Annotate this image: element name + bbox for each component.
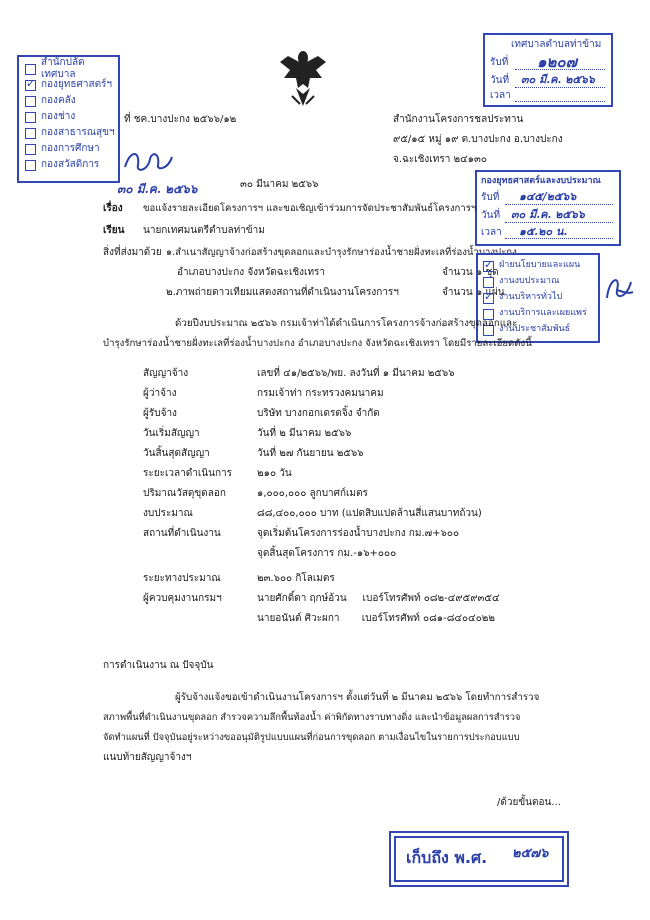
stamp-date-label: วันที่ bbox=[481, 210, 501, 221]
checklist-item: กองยุทธศาสตร์ฯ bbox=[41, 78, 113, 90]
detail-row bbox=[143, 488, 368, 501]
to-text: นายกเทศมนตรีตำบลท่าข้าม bbox=[143, 225, 265, 236]
file-retention-year: ๒๕๗๖ bbox=[512, 846, 549, 861]
subject-label: เรื่อง bbox=[103, 203, 123, 214]
department-checklist-stamp bbox=[17, 55, 120, 183]
checkbox-2 bbox=[25, 96, 36, 107]
handwritten-initials-icon bbox=[603, 268, 637, 308]
detail-row bbox=[143, 548, 397, 561]
detail-row bbox=[143, 388, 384, 401]
detail-value: ๒๑๐ วัน bbox=[257, 468, 292, 479]
stamp-date: ๓๐ มี.ค. ๒๕๖๖ bbox=[511, 208, 585, 221]
detail-value: ๒๓.๖๐๐ กิโลเมตร bbox=[257, 573, 335, 584]
detail-value: ๘๘,๔๐๐,๐๐๐ บาท (แปดสิบแปดล้านสี่แสนบาทถ้วน) bbox=[257, 508, 482, 519]
detail-value: บริษัท บางกอกเดรดจิ้ง จำกัด bbox=[257, 408, 380, 419]
detail-row bbox=[143, 508, 482, 521]
routing-checkbox-1 bbox=[483, 277, 494, 288]
stamp-received-no-label: รับที่ bbox=[481, 192, 500, 203]
file-retention-stamp bbox=[394, 836, 564, 882]
enclosures-label: สิ่งที่ส่งมาด้วย bbox=[103, 247, 162, 258]
document-date: ๓๐ มีนาคม ๒๕๖๖ bbox=[240, 179, 319, 190]
detail-row bbox=[143, 468, 292, 481]
detail-row bbox=[143, 528, 460, 541]
routing-item: ฝ่ายนโยบายและแผน bbox=[499, 260, 581, 271]
detail-row bbox=[143, 573, 335, 586]
detail-row bbox=[143, 613, 495, 626]
continuation-marker: /ด้วยขั้นตอน... bbox=[497, 797, 561, 808]
detail-label: สถานที่ดำเนินงาน bbox=[143, 528, 221, 539]
checkbox-1 bbox=[25, 80, 36, 91]
detail-value: วันที่ ๒๗ กันยายน ๒๕๖๖ bbox=[257, 448, 364, 459]
stamp-time-label: เวลา bbox=[481, 227, 502, 238]
checkbox-6 bbox=[25, 160, 36, 171]
stamp-received-no: ๑๒๐๗ bbox=[537, 53, 577, 71]
detail-row bbox=[143, 448, 364, 461]
detail-value: นายอนันต์ ศิวะผกา เบอร์โทรศัพท์ ๐๘๑-๘๔๐๔๐๒๒ bbox=[257, 613, 495, 624]
stamp-date: ๓๐ มี.ค. ๒๕๖๖ bbox=[521, 73, 595, 86]
routing-item: งานบริการและเผยแพร่ bbox=[499, 308, 587, 319]
handwritten-date: ๓๐ มี.ค. ๒๕๖๖ bbox=[117, 182, 198, 196]
checklist-item: กองสวัสดิการ bbox=[41, 158, 100, 170]
detail-row bbox=[143, 368, 455, 381]
progress-line-1: ผู้รับจ้างแจ้งขอเข้าดำเนินงานโครงการฯ ตั้งแต่วันที่ ๒ มีนาคม ๒๕๖๖ โดยทำการสำรวจ bbox=[175, 692, 540, 703]
detail-value: เลขที่ ๔๑/๒๕๖๖/พย. ลงวันที่ ๑ มีนาคม ๒๕๖๖ bbox=[257, 368, 455, 379]
intro-line-2: บำรุงรักษาร่องน้ำชายฝั่งทะเลที่ร่องน้ำบางปะกง อำเภอบางปะกง จังหวัดฉะเชิงเทรา โดยมีรายละเอียดดังนี้ bbox=[103, 338, 532, 349]
checkbox-3 bbox=[25, 112, 36, 123]
progress-line-2: สภาพพื้นที่ดำเนินงานขุดลอก สำรวจความลึกพื้นท้องน้ำ ค่าพิกัดทางราบทางดิ่ง และนำข้อมูลผลการสำรวจ bbox=[103, 712, 521, 723]
detail-label: ระยะทางประมาณ bbox=[143, 573, 221, 584]
detail-row bbox=[143, 408, 380, 421]
progress-line-3: จัดทำแผนที่ ปัจจุบันอยู่ระหว่างขออนุมัติรูปแบบแผนที่ก่อนการขุดลอก ตามเงื่อนไขในรายการประกอบแบบ bbox=[103, 732, 520, 743]
detail-value: วันที่ ๒ มีนาคม ๒๕๖๖ bbox=[257, 428, 352, 439]
checklist-item: สำนักปลัดเทศบาล bbox=[41, 56, 85, 80]
stamp-org-name: กองยุทธศาสตร์และงบประมาณ bbox=[481, 176, 601, 186]
detail-label: วันสิ้นสุดสัญญา bbox=[143, 448, 210, 459]
file-retention-label: เก็บถึง พ.ศ. bbox=[406, 848, 488, 867]
detail-label: ปริมาณวัสดุขุดลอก bbox=[143, 488, 226, 499]
enclosure-item-1-qty: จำนวน ๑ ชุด bbox=[442, 267, 499, 278]
stamp-received-no: ๑๔๕/๒๕๖๖ bbox=[519, 190, 577, 203]
routing-item: งานประชาสัมพันธ์ bbox=[499, 324, 571, 335]
subject-text: ขอแจ้งรายละเอียดโครงการฯ และขอเชิญเข้าร่วมการจัดประชาสัมพันธ์โครงการฯ bbox=[143, 203, 477, 214]
receive-stamp-strategy-division bbox=[475, 170, 621, 246]
routing-checkbox-2 bbox=[483, 293, 494, 304]
stamp-org-name: เทศบาลตำบลท่าข้าม bbox=[511, 39, 602, 50]
routing-item: งานบริหารทั่วไป bbox=[499, 292, 563, 303]
routing-checkbox-0 bbox=[483, 261, 494, 272]
checklist-item: กองการศึกษา bbox=[41, 142, 100, 154]
detail-value: นายศักดิ์ดา ฤกษ์อ้วน เบอร์โทรศัพท์ ๐๘๒-๔๙๕๙๓๕๔ bbox=[257, 593, 500, 604]
detail-label: ผู้ว่าจ้าง bbox=[143, 388, 177, 399]
detail-label: งบประมาณ bbox=[143, 508, 193, 519]
detail-label: วันเริ่มสัญญา bbox=[143, 428, 200, 439]
checkbox-5 bbox=[25, 144, 36, 155]
stamp-time-label: เวลา bbox=[490, 90, 511, 101]
enclosure-item-1: ๑.สำเนาสัญญาจ้างก่อสร้างขุดลอกและบำรุงรักษาร่องน้ำชายฝั่งทะเลที่ร่องน้ำบางปะกง bbox=[166, 247, 517, 258]
document-number: ที่ ชค.บางปะกง ๒๕๖๖/๑๒ bbox=[124, 114, 237, 125]
detail-label: สัญญาจ้าง bbox=[143, 368, 189, 379]
enclosure-item-2: ๒.ภาพถ่ายดาวเทียมแสดงสถานที่ดำเนินงานโครงการฯ bbox=[166, 287, 399, 298]
to-label: เรียน bbox=[103, 225, 125, 236]
detail-row bbox=[143, 593, 500, 606]
detail-value: จุดเริ่มต้นโครงการร่องน้ำบางปะกง กม.๗+๖๐๐ bbox=[257, 528, 460, 539]
sender-name: สำนักงานโครงการชลประทาน bbox=[393, 114, 524, 125]
stamp-received-no-label: รับที่ bbox=[490, 57, 509, 68]
routing-item: งานงบประมาณ bbox=[499, 276, 560, 287]
checkbox-0 bbox=[25, 64, 36, 75]
detail-value: ๑,๐๐๐,๐๐๐ ลูกบาศก์เมตร bbox=[257, 488, 368, 499]
checkbox-4 bbox=[25, 128, 36, 139]
sender-address-line2: จ.ฉะเชิงเทรา ๒๔๑๓๐ bbox=[393, 154, 487, 165]
checklist-item: กองคลัง bbox=[41, 94, 76, 106]
stamp-time: ๑๕.๒๐ น. bbox=[519, 225, 568, 238]
enclosure-item-2-qty: จำนวน ๑ แผ่น bbox=[442, 287, 505, 298]
detail-value: จุดสิ้นสุดโครงการ กม.-๑๖+๐๐๐ bbox=[257, 548, 397, 559]
stamp-date-label: วันที่ bbox=[490, 75, 510, 86]
garuda-emblem-icon bbox=[278, 48, 328, 110]
checklist-item: กองสาธารณสุขฯ bbox=[41, 126, 115, 138]
progress-line-4: แนบท้ายสัญญาจ้างฯ bbox=[103, 752, 192, 763]
detail-label: ระยะเวลาดำเนินการ bbox=[143, 468, 232, 479]
sender-address-line1: ๙๕/๑๕ หมู่ ๑๙ ต.บางปะกง อ.บางปะกง bbox=[393, 134, 563, 145]
handwritten-signature-icon bbox=[120, 145, 180, 177]
detail-label: ผู้รับจ้าง bbox=[143, 408, 177, 419]
detail-row bbox=[143, 428, 352, 441]
progress-heading: การดำเนินงาน ณ ปัจจุบัน bbox=[103, 660, 214, 671]
receive-stamp-municipality bbox=[483, 33, 613, 107]
enclosure-item-1-location: อำเภอบางปะกง จังหวัดฉะเชิงเทรา bbox=[177, 267, 326, 278]
checklist-item: กองช่าง bbox=[41, 110, 76, 122]
detail-label: ผู้ควบคุมงานกรมฯ bbox=[143, 593, 222, 604]
detail-value: กรมเจ้าท่า กระทรวงคมนาคม bbox=[257, 388, 384, 399]
intro-line-1: ด้วยปีงบประมาณ ๒๕๖๖ กรมเจ้าท่าได้ดำเนินการโครงการจ้างก่อสร้างขุดลอกและ bbox=[175, 318, 518, 329]
